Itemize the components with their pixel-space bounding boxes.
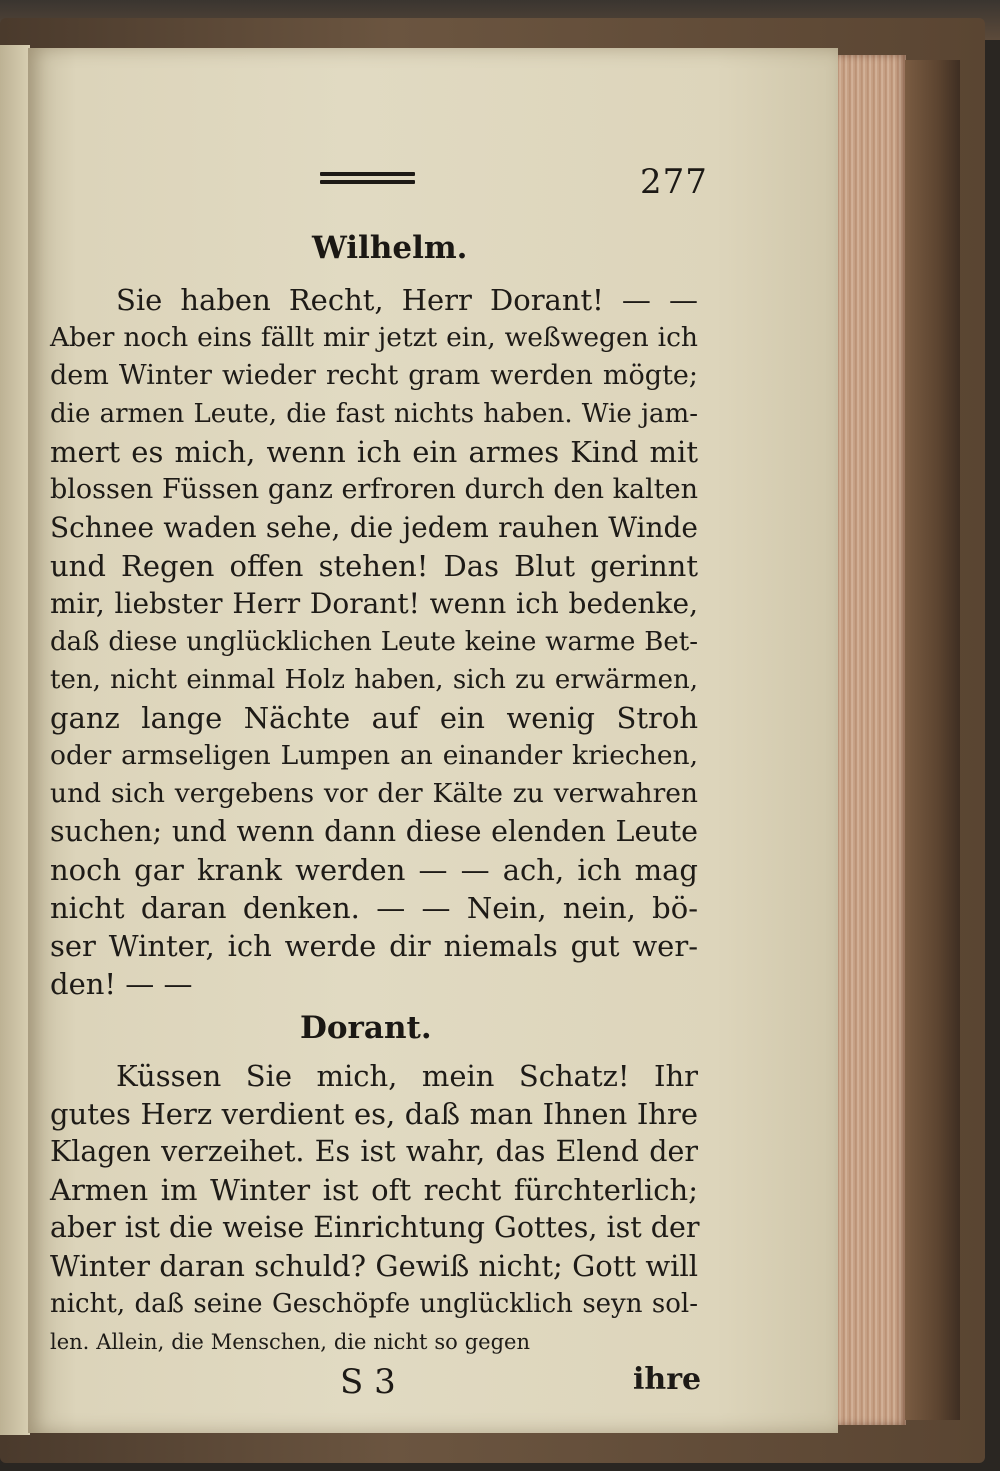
- signature-mark: S 3: [340, 1362, 396, 1402]
- text-line: ganz lange Nächte auf ein wenig Stroh: [50, 701, 698, 735]
- text-line: ser Winter, ich werde dir niemals gut wer-: [50, 929, 698, 963]
- book-spine-edge: [905, 60, 960, 1420]
- text-line: nicht daran denken. — — Nein, nein, bö-: [50, 891, 698, 925]
- text-line: dem Winter wieder recht gram werden mögte;: [50, 360, 698, 391]
- text-line: daß diese unglücklichen Leute keine warme Bet-: [50, 627, 698, 657]
- text-line: nicht, daß seine Geschöpfe unglücklich seyn sol-: [50, 1289, 698, 1319]
- text-line: aber ist die weise Einrichtung Gottes, ist der: [50, 1211, 700, 1244]
- text-line: Armen im Winter ist oft recht fürchterlich;: [50, 1173, 698, 1207]
- text-line: noch gar krank werden — — ach, ich mag: [50, 853, 698, 887]
- text-line: mert es mich, wenn ich ein armes Kind mit: [50, 435, 698, 469]
- text-line: Sie haben Recht, Herr Dorant! — —: [116, 283, 698, 317]
- page-number: 277: [640, 162, 708, 202]
- text-line: Küssen Sie mich, mein Schatz! Ihr: [116, 1059, 698, 1093]
- header-rule: [320, 172, 415, 186]
- text-line: len. Allein, die Menschen, die nicht so gegen: [50, 1330, 530, 1354]
- text-line: blossen Füssen ganz erfroren durch den kalten: [50, 474, 698, 505]
- text-line: gutes Herz verdient es, daß man Ihnen Ihre: [50, 1097, 698, 1131]
- speaker-heading-wilhelm: Wilhelm.: [312, 230, 468, 266]
- left-page-edge: [0, 45, 30, 1435]
- text-line: ten, nicht einmal Holz haben, sich zu erwärmen,: [50, 665, 698, 695]
- catchword: ihre: [633, 1362, 702, 1397]
- text-line: oder armseligen Lumpen an einander kriechen,: [50, 740, 698, 771]
- text-line: mir, liebster Herr Dorant! wenn ich bedenke,: [50, 587, 698, 620]
- speaker-heading-dorant: Dorant.: [300, 1010, 432, 1046]
- text-line: Winter daran schuld? Gewiß nicht; Gott will: [50, 1249, 698, 1283]
- text-line: den! — —: [50, 967, 193, 1001]
- text-line: Schnee waden sehe, die jedem rauhen Winde: [50, 511, 698, 544]
- text-line: suchen; und wenn dann diese elenden Leute: [50, 815, 698, 848]
- text-line: Klagen verzeihet. Es ist wahr, das Elend der: [50, 1135, 698, 1168]
- text-line: die armen Leute, die fast nichts haben. Wie jam-: [50, 399, 698, 429]
- text-line: und Regen offen stehen! Das Blut gerinnt: [50, 549, 698, 583]
- text-line: Aber noch eins fällt mir jetzt ein, weßwegen ich: [50, 322, 698, 353]
- text-line: und sich vergebens vor der Kälte zu verwahren: [50, 778, 698, 809]
- page-edges: [836, 55, 906, 1425]
